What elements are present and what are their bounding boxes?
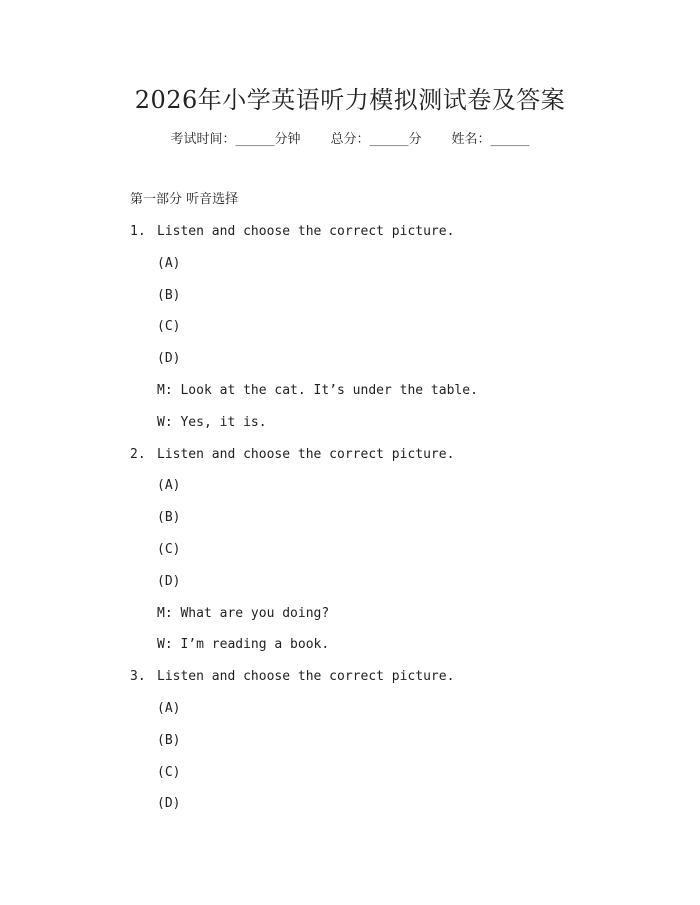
dialogue-line: W: I’m reading a book. [157,637,330,653]
exam-info-row [0,130,700,150]
option-d: (D) [157,351,181,367]
total-score-unit: 分 [408,132,422,147]
option-a: (A) [157,255,181,271]
question-number: 1. [130,224,146,239]
option-a: (A) [157,478,181,494]
total-score-label: 总分： [330,132,370,147]
question-prompt: Listen and choose the correct picture. [157,669,455,685]
page-title: 2026年小学英语听力模拟测试卷及答案 [134,86,566,114]
option-c: (C) [157,764,181,780]
total-score-field [330,130,421,150]
dialogue-line: W: Yes, it is. [157,414,267,430]
exam-time-label: 考试时间： [170,132,236,147]
option-c: (C) [157,319,181,335]
option-a: (A) [157,700,181,716]
total-score-blank: ______ [369,132,409,147]
question-prompt: Listen and choose the correct picture. [157,446,455,462]
option-c: (C) [157,541,181,557]
student-name-label: 姓名： [451,132,491,147]
exam-time-field [170,130,300,150]
question-header [130,222,670,242]
student-name-field [452,130,530,150]
option-b: (B) [157,287,181,303]
section-title: 第一部分 听音选择 [130,192,239,207]
question-number: 2. [130,446,146,462]
option-d: (D) [157,573,181,589]
question-header [130,445,670,465]
option-d: (D) [157,796,181,812]
question-header [130,667,670,687]
option-b: (B) [157,732,181,748]
question-list [130,222,670,826]
question-prompt: Listen and choose the correct picture. [157,224,455,239]
student-name-blank: ______ [490,132,530,147]
dialogue-line: M: Look at the cat. It’s under the table. [157,382,478,398]
option-b: (B) [157,510,181,526]
exam-time-unit: 分钟 [274,132,301,147]
dialogue-line: M: What are you doing? [157,605,330,621]
question-number: 3. [130,669,146,685]
exam-time-blank: ______ [235,132,275,147]
